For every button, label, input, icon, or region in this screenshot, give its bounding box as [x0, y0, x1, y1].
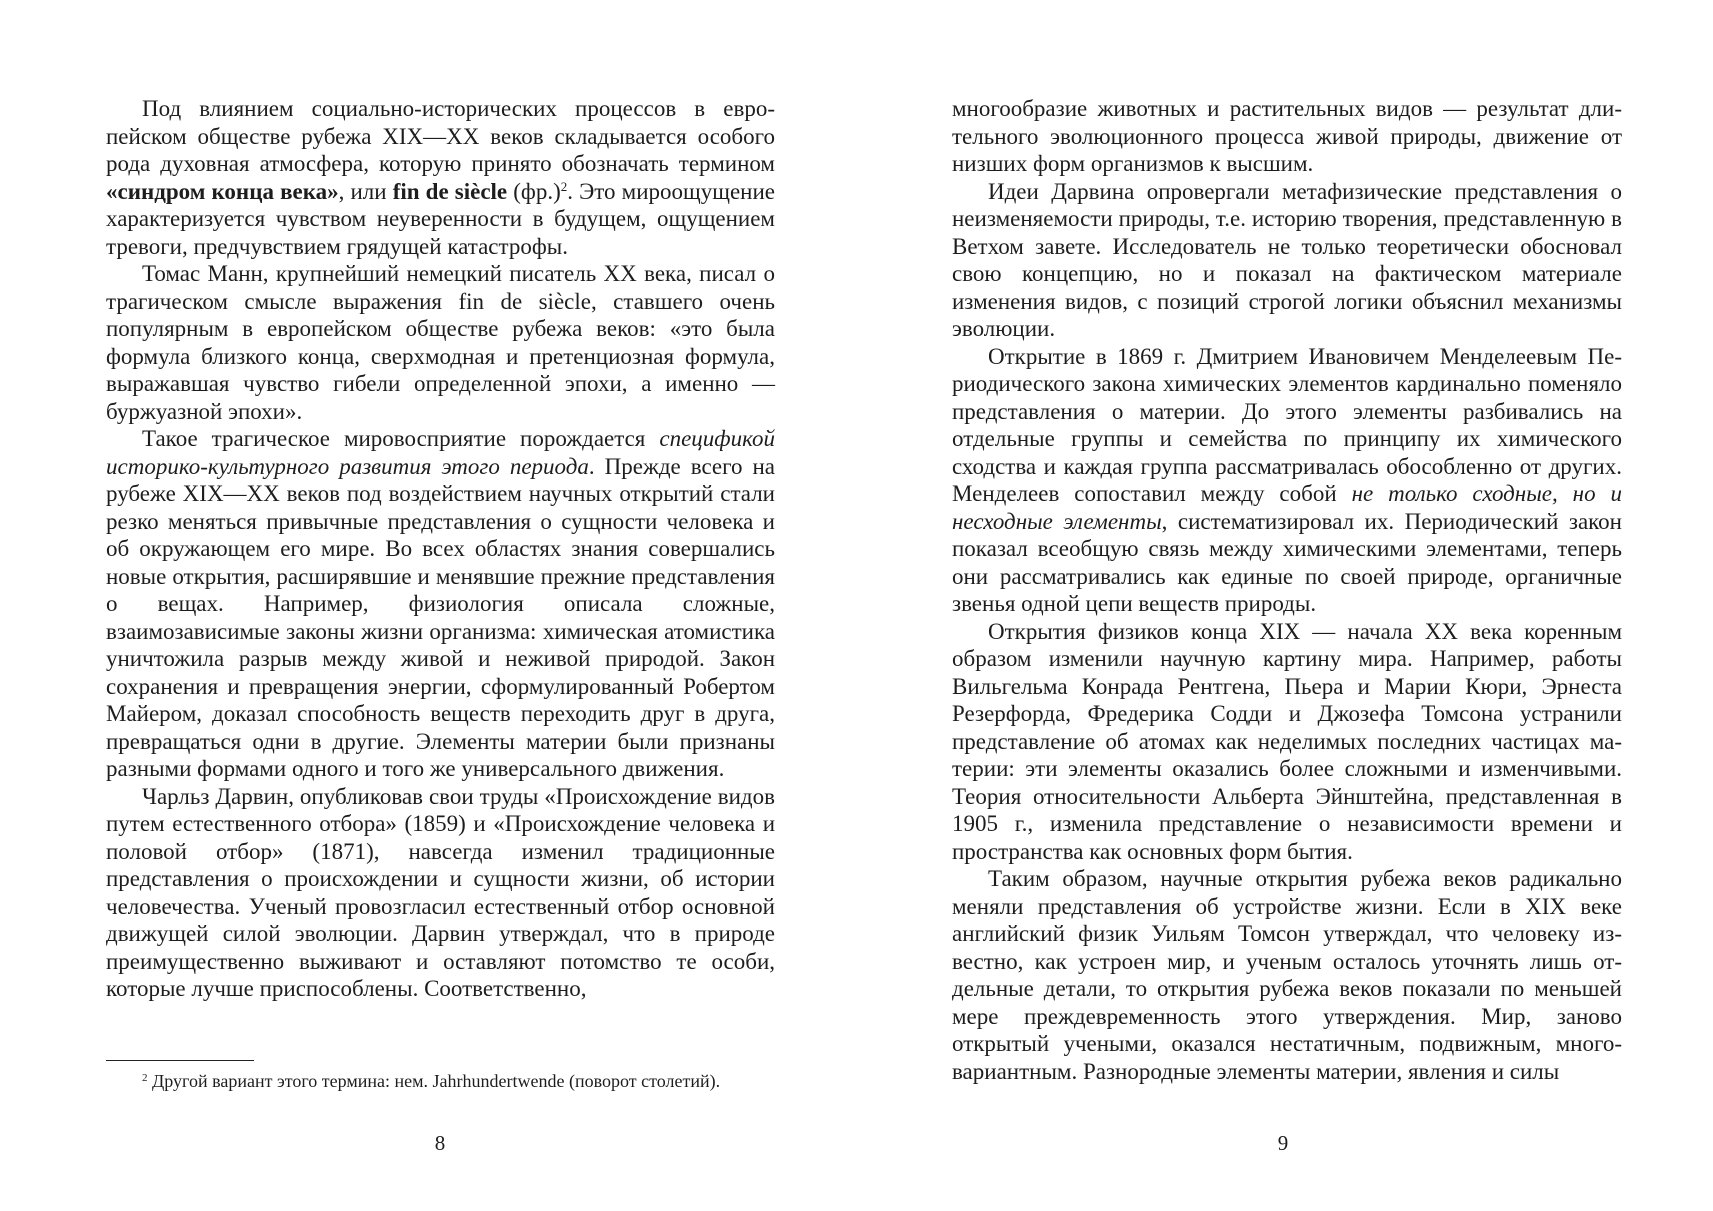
paragraph: Открытия физиков конца XIX — начала XX века коренным образом изменили научную картину мира. Например, работы Вильгельма Конрада Рентгена, Пьера и Марии Кюри, Эрнеста Резерфорда, Фредерика Содди и Джозефа Томсона устранили представление об атомах как неделимых последних частицах материи: эти элементы оказались более сложными и изменчивыми. Теория относительности Альберта Эйнштейна, представленная в 1905 г., изменила представление о независимости времени и пространства как основных форм бытия. [952, 618, 1622, 864]
paragraph: Такое трагическое мировосприятие порождается спецификой историко-культурного развития этого периода. Прежде всего на рубеже XIX—XX веков под воздействием научных открытий стали резко меняться привычные представления о сущности человека и об окружающем его мире. Во всех областях знания совершались новые открытия, расширявшие и менявшие прежние представления о вещах. Например, физиология описала сложные, взаимозависимые законы жизни организма: химическая атомистика уничтожила разрыв между живой и неживой природой. Закон сохранения и превращения энергии, сформулированный Робертом Майером, доказал способность веществ переходить друг в друга, превращаться одни в другие. Элементы материи были признаны разными формами одного и того же универсального движения. [106, 426, 775, 781]
paragraph: Таким образом, научные открытия рубежа веков радикально меняли представления об устройстве жизни. Если в XIX веке английский физик Уильям Томсон утверждал, что человеку известно, как устроен мир, и ученым осталось уточнять лишь отдельные детали, то открытия рубежа веков показали по меньшей мере преждевременность этого утверждения. Мир, заново открытый учеными, оказался нестатичным, подвижным, многовариантным. Разнородные элементы материи, явления и силы [952, 866, 1622, 1084]
left-page [0, 0, 856, 1211]
footnote-divider [106, 1060, 254, 1061]
paragraph: Чарльз Дарвин, опубликовав свои труды «Происхождение видов путем естественного отбора» (1859) и «Происхождение человека и половой отбор» (1871), навсегда изменил традиционные представления о происхождении и сущности жизни, об истории человечества. Ученый провозгласил естественный отбор основной движущей силой эволюции. Дарвин утверждал, что в природе преимущественно выживают и оставляют потомство те особи, которые лучше приспособлены. Соответственно, [106, 783, 775, 1001]
page-number: 9 [1277, 1131, 1289, 1155]
italic-phrase: спецификой историко-культурного развития этого периода [106, 426, 775, 479]
bold-term: «синдром конца века» [106, 178, 339, 204]
bold-term: fin de siècle [392, 178, 508, 204]
footnote: $^2$ Другой вариант этого термина: нем. Jahrhundertwende (поворот столетий). [142, 1071, 721, 1091]
paragraph: Открытие в 1869 г. Дмитрием Ивановичем Менделеевым Периодического закона химических элементов кардинально поменяло представления о материи. До этого элементы разбивались на отдельные группы и семейства по принципу их химического сходства и каждая группа рассматривалась обособленно от других. Менделеев сопоставил между собой не только сходные, но и несходные элементы, систематизировал их. Периодический закон показал всеобщую связь между химическими элементами, теперь они рассматривались как единые по своей природе, органичные звенья одной цепи веществ природы. [952, 343, 1622, 616]
footnote-ref: 2 [560, 178, 568, 194]
page-number: 8 [434, 1131, 446, 1155]
paragraph: Идеи Дарвина опровергали метафизические представления о неизменяемости природы, т.е. историю творения, представленную в Ветхом завете. Исследователь не только теоретически обосновал свою концепцию, но и показал на фактическом материале изменения видов, с позиций строгой логики объяснил механизмы эволюции. [952, 178, 1622, 341]
left-page-text [106, 95, 775, 1003]
paragraph: Под влиянием социально-исторических процессов в европейском обществе рубежа XIX—XX веков складывается особого рода духовная атмосфера, которую принято обозначать термином «синдром конца века», или fin de siècle $(фр.)^2$. Это мироощущение характеризуется чувством неуверенности в будущем, ощущением тревоги, предчувствием грядущей катастрофы. [106, 96, 775, 259]
footnote-mark: 2 [142, 1072, 148, 1084]
paragraph: Томас Манн, крупнейший немецкий писатель XX века, писал о трагическом смысле выражения fin de siècle, ставшего очень популярным в европейском обществе рубежа веков: «это была формула близкого конца, сверхмодная и претенциозная формула, выражавшая чувство гибели определенной эпохи, а именно — буржуазной эпохи». [106, 261, 775, 424]
right-page [856, 0, 1713, 1211]
right-page-text [952, 95, 1622, 1085]
italic-phrase: не только сходные, но и несходные элементы [952, 481, 1622, 534]
paragraph: многообразие животных и растительных видов — результат длительного эволюционного процесса живой природы, движение от низших форм организмов к высшим. [952, 96, 1622, 176]
